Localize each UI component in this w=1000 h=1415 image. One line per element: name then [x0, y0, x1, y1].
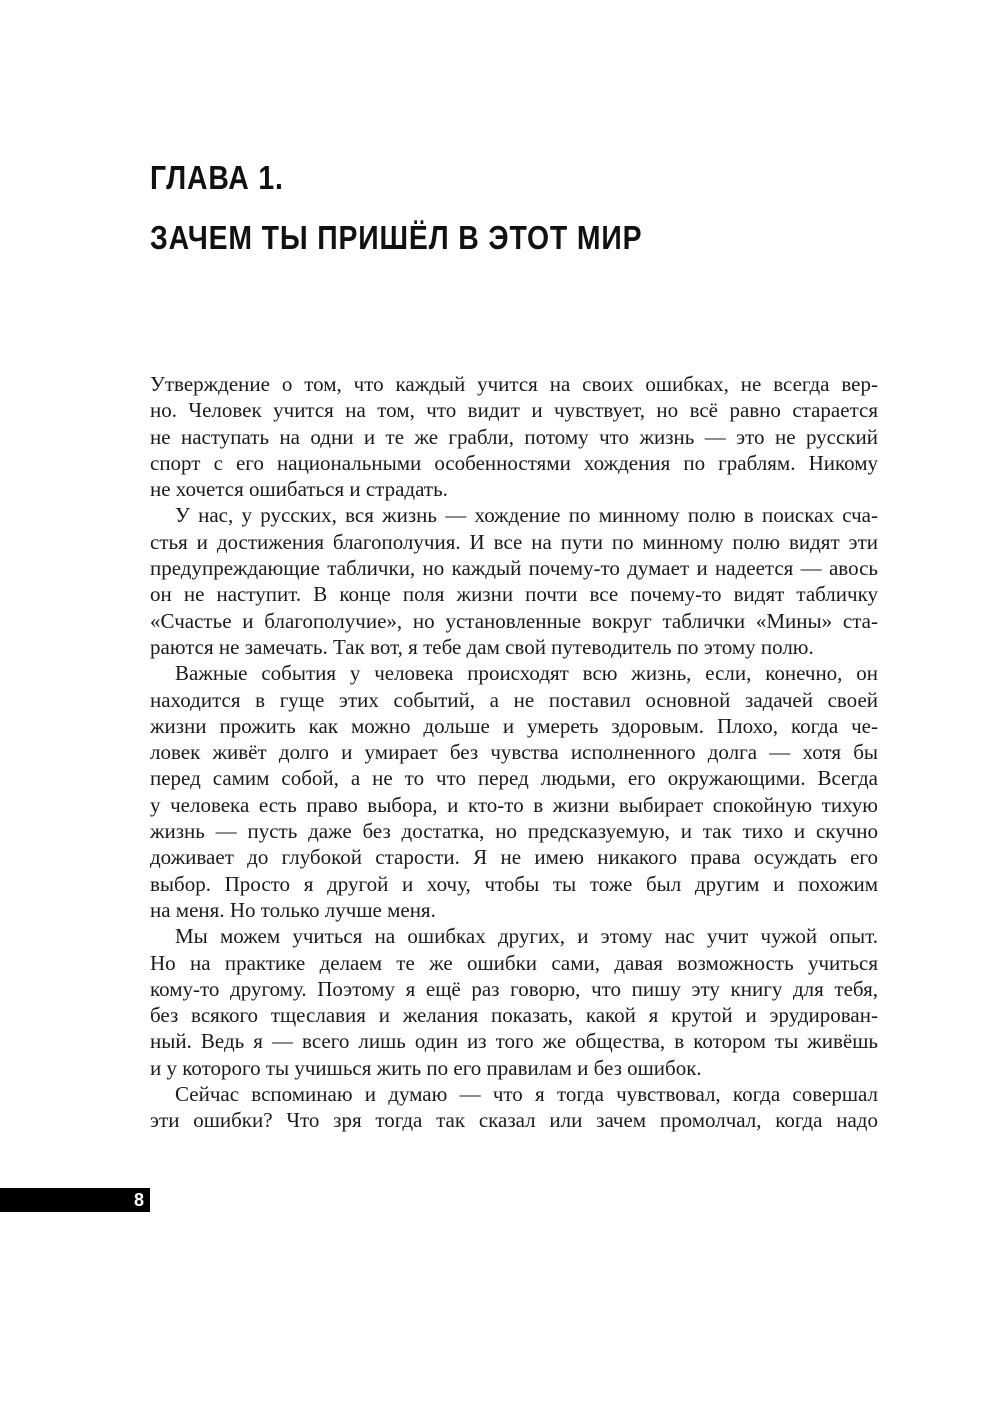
text-line: ловек живёт долго и умирает без чувства исполненного долга — хотя бы	[150, 740, 878, 765]
page-number: 8	[133, 1190, 144, 1210]
text-line: предупреждающие таблички, но каждый почему-то думает и надеется — авось	[150, 556, 878, 581]
text-line: находится в гуще этих событий, а не поставил основной задачей своей	[150, 687, 878, 712]
text-line: Сейчас вспоминаю и думаю — что я тогда чувствовал, когда совершал	[175, 1082, 878, 1107]
text-line: перед самим собой, а не то что перед людьми, его окружающими. Всегда	[150, 766, 878, 791]
text-line: Мы можем учиться на ошибках других, и этому нас учит чужой опыт.	[175, 924, 878, 949]
chapter-title: ЗАЧЕМ ТЫ ПРИШЁЛ В ЭТОТ МИР	[150, 219, 643, 256]
text-line: не хочется ошибаться и страдать.	[150, 477, 448, 502]
chapter-heading	[150, 148, 804, 268]
text-line: но. Человек учится на том, что видит и чувствует, но всё равно старается	[150, 398, 878, 423]
text-line: раются не замечать. Так вот, я тебе дам свой путеводитель по этому полю.	[150, 634, 814, 659]
text-line: Утверждение о том, что каждый учится на своих ошибках, не всегда вер-	[150, 372, 878, 396]
text-line: спорт с его национальными особенностями хождения по граблям. Никому	[150, 450, 878, 475]
text-line: эти ошибки? Что зря тогда так сказал или зачем промолчал, когда надо	[150, 1108, 878, 1133]
text-line: на меня. Но только лучше меня.	[150, 897, 436, 922]
text-line: не наступать на одни и те же грабли, потому что жизнь — это не русский	[150, 424, 878, 449]
text-line: жизни прожить как можно дольше и умереть здоровым. Плохо, когда че-	[150, 713, 878, 738]
text-line: ный. Ведь я — всего лишь один из того же общества, в котором ты живёшь	[150, 1029, 878, 1054]
text-line: Но на практике делаем те же ошибки сами, давая возможность учиться	[150, 950, 878, 975]
body-text	[150, 371, 878, 1134]
page-number-bar	[0, 1188, 150, 1212]
text-line: У нас, у русских, вся жизнь — хождение по минному полю в поисках сча-	[175, 503, 878, 528]
text-line: «Счастье и благополучие», но установленные вокруг таблички «Мины» ста-	[150, 608, 878, 633]
text-line: Важные события у человека происходят всю жизнь, если, конечно, он	[175, 661, 878, 686]
text-line: и у которого ты учишься жить по его правилам и без ошибок.	[150, 1055, 702, 1080]
text-line: он не наступит. В конце поля жизни почти все почему-то видят табличку	[150, 582, 878, 607]
text-line: жизнь — пусть даже без достатка, но предсказуемую, и так тихо и скучно	[150, 819, 878, 844]
text-line: у человека есть право выбора, и кто-то в жизни выбирает спокойную тихую	[150, 792, 878, 817]
text-line: доживает до глубокой старости. Я не имею никакого права осуждать его	[150, 845, 878, 870]
text-line: кому-то другому. Поэтому я ещё раз говорю, что пишу эту книгу для тебя,	[150, 976, 878, 1001]
text-line: стья и достижения благополучия. И все на пути по минному полю видят эти	[150, 529, 878, 554]
chapter-number: ГЛАВА 1.	[150, 159, 284, 196]
text-line: выбор. Просто я другой и хочу, чтобы ты тоже был другим и похожим	[150, 871, 878, 896]
text-line: без всякого тщеславия и желания показать, какой я крутой и эрудирован-	[150, 1003, 878, 1028]
